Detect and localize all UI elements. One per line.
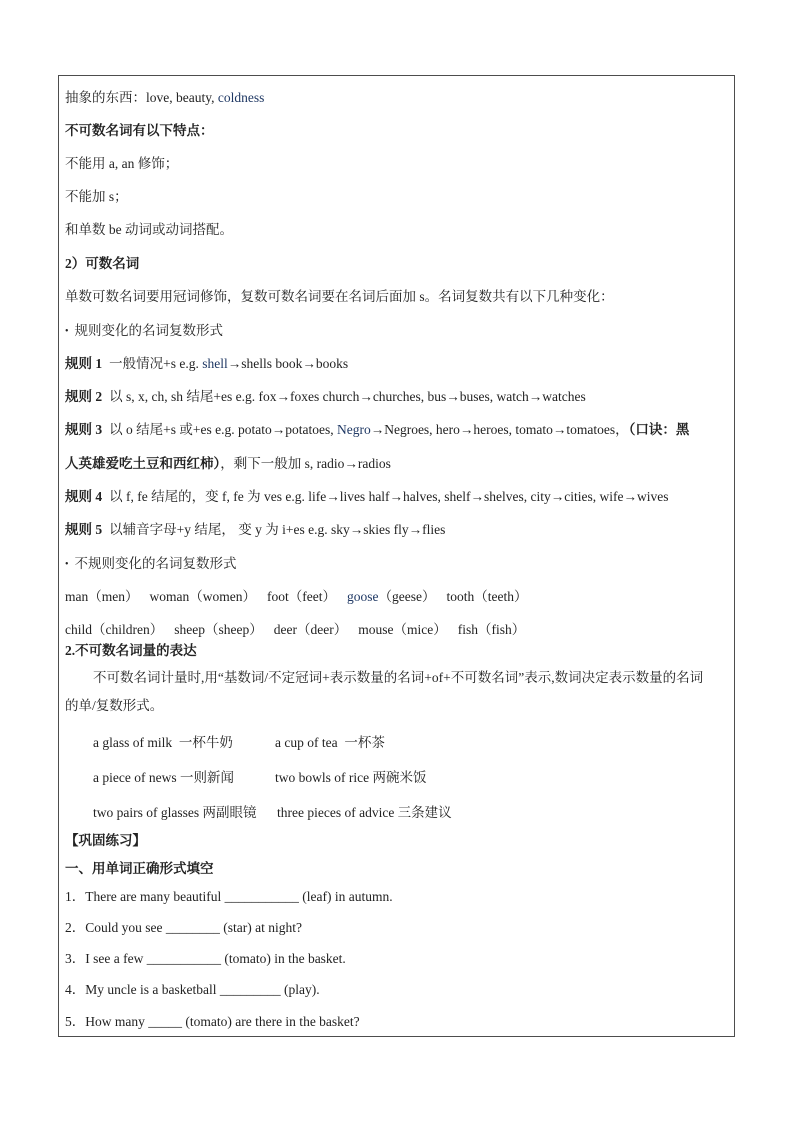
irregular-plurals-heading-text: 不规则变化的名词复数形式 — [74, 556, 237, 571]
rule-2-text: 以 s, x, ch, sh 结尾+es e.g. fox→foxes church→churches, bus→buses, watch→watches — [109, 389, 586, 404]
uncountable-feature-2: 不能加 s； — [65, 189, 128, 204]
irregular-plural: （geese） — [378, 589, 436, 604]
measure-example-row-2 — [93, 768, 427, 788]
irregular-row-2 — [65, 620, 536, 640]
uncountable-measure-title: 2.不可数名词量的表达 — [65, 643, 197, 658]
rule-4 — [65, 487, 669, 507]
abstract-nouns-examples: love, beauty, — [146, 90, 218, 105]
irregular-plural: （deer） — [296, 622, 348, 637]
irregular-word: goose — [346, 589, 379, 604]
irregular-plural: （children） — [92, 622, 164, 637]
irregular-pair — [274, 622, 347, 637]
rule-3 — [65, 420, 689, 440]
uncountable-feature-1: 不能用 a, an 修饰； — [65, 156, 179, 171]
irregular-word: fish — [457, 622, 478, 637]
irregular-plural: （feet） — [288, 589, 336, 604]
irregular-plural: （fish） — [477, 622, 526, 637]
measure-example-row-1 — [93, 733, 385, 753]
irregular-plural: （teeth） — [474, 589, 528, 604]
measure-example: three pieces of advice 三条建议 — [277, 805, 452, 820]
practice-question-3: 3．I see a few ___________ (tomato) in the basket. — [65, 951, 346, 966]
abstract-nouns-label: 抽象的东西： — [65, 90, 146, 105]
rule-3-label: 规则 3 — [65, 422, 103, 437]
irregular-plural: （sheep） — [204, 622, 263, 637]
irregular-word: child — [65, 622, 92, 637]
irregular-word: deer — [273, 622, 297, 637]
irregular-pair — [174, 622, 263, 637]
measure-example: two bowls of rice 两碗米饭 — [275, 770, 427, 785]
practice-section-title: 一、用单词正确形式填空 — [65, 861, 214, 876]
uncountable-measure-desc-line-2: 的单/复数形式。 — [65, 698, 164, 713]
bullet-icon: • — [65, 559, 69, 570]
rule-2-label: 规则 2 — [65, 389, 103, 404]
rule-3-before: 以 o 结尾+s 或+es e.g. potato→potatoes, — [109, 422, 337, 437]
rule-3-highlight: Negro — [336, 422, 371, 437]
measure-example: a piece of news 一则新闻 — [93, 770, 234, 785]
practice-question-1: 1．There are many beautiful ___________ (leaf) in autumn. — [65, 889, 393, 904]
irregular-plural: （women） — [189, 589, 256, 604]
measure-example: a glass of milk 一杯牛奶 — [93, 735, 233, 750]
irregular-word: tooth — [446, 589, 475, 604]
irregular-pair — [150, 589, 257, 604]
irregular-word: sheep — [174, 622, 205, 637]
irregular-pair — [446, 589, 527, 604]
practice-question-4: 4．My uncle is a basketball _________ (play). — [65, 982, 320, 997]
practice-title: 【巩固练习】 — [65, 833, 146, 848]
rule-1-highlight: shell — [202, 356, 228, 371]
rule-5-label: 规则 5 — [65, 522, 103, 537]
rule-1-before: 一般情况+s e.g. — [109, 356, 203, 371]
rule-3-mnemonic-start: （口诀：黑 — [628, 422, 690, 437]
irregular-pair — [65, 622, 163, 637]
irregular-word: mouse — [358, 622, 394, 637]
irregular-pair — [65, 589, 139, 604]
irregular-pair — [347, 589, 435, 604]
practice-question-5: 5．How many _____ (tomato) are there in the basket? — [65, 1014, 360, 1029]
rule-1-after: →shells book→books — [227, 356, 349, 371]
rule-2 — [65, 387, 586, 407]
rule-3-mnemonic-end: 人英雄爱吃土豆和西红柿） — [65, 456, 221, 471]
rule-5-text: 以辅音字母+y 结尾， 变 y 为 i+es e.g. sky→skies fly→flies — [109, 522, 446, 537]
irregular-pair — [358, 622, 447, 637]
irregular-pair — [458, 622, 526, 637]
bullet-icon: • — [65, 326, 69, 337]
irregular-plurals-heading — [65, 554, 237, 574]
countable-nouns-intro: 单数可数名词要用冠词修饰，复数可数名词要在名词后面加 s。名词复数共有以下几种变化： — [65, 289, 614, 304]
irregular-word: woman — [149, 589, 190, 604]
irregular-word: foot — [267, 589, 289, 604]
rule-4-label: 规则 4 — [65, 489, 103, 504]
measure-example: a cup of tea 一杯茶 — [275, 735, 385, 750]
practice-question-2: 2．Could you see ________ (star) at night? — [65, 920, 302, 935]
rule-5 — [65, 520, 445, 540]
regular-plurals-heading-text: 规则变化的名词复数形式 — [74, 323, 224, 338]
rule-1-label: 规则 1 — [65, 356, 103, 371]
irregular-row-1 — [65, 587, 538, 607]
uncountable-features-title: 不可数名词有以下特点： — [65, 123, 214, 138]
irregular-plural: （men） — [88, 589, 139, 604]
regular-plurals-heading — [65, 321, 223, 341]
abstract-nouns-highlight: coldness — [217, 90, 265, 105]
irregular-word: man — [65, 589, 89, 604]
abstract-nouns-line — [65, 88, 264, 108]
measure-example: two pairs of glasses 两副眼镜 — [93, 805, 257, 820]
uncountable-feature-3: 和单数 be 动词或动词搭配。 — [65, 222, 233, 237]
rule-3-continued — [65, 454, 391, 474]
uncountable-measure-desc-line-1: 不可数名词计量时,用“基数词/不定冠词+表示数量的名词+of+不可数名词”表示,数词决定表示数量的名词 — [93, 670, 704, 685]
rule-3-tail: ，剩下一般加 s, radio→radios — [220, 456, 391, 471]
irregular-plural: （mice） — [393, 622, 447, 637]
irregular-pair — [267, 589, 336, 604]
rule-4-text: 以 f, fe 结尾的，变 f, fe 为 ves e.g. life→lives half→halves, shelf→shelves, city→cities, wife→wives — [109, 489, 669, 504]
rule-1 — [65, 354, 348, 374]
rule-3-after: →Negroes, hero→heroes, tomato→tomatoes， — [370, 422, 629, 437]
countable-nouns-title: 2）可数名词 — [65, 256, 140, 271]
measure-example-row-3 — [93, 803, 452, 823]
